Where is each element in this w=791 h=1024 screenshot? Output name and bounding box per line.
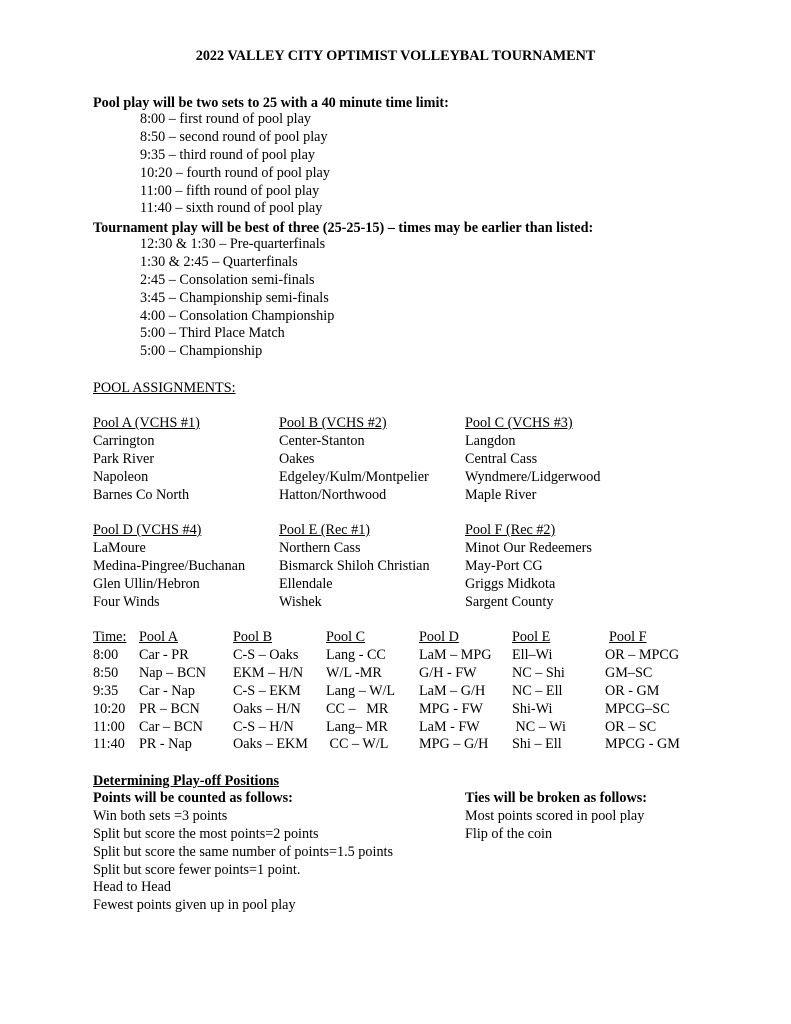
- pool-f: [465, 522, 592, 611]
- schedule-match-cell: Car – BCN: [139, 718, 203, 735]
- pool-play-round: 11:00 – fifth round of pool play: [140, 182, 320, 199]
- points-rule: Split but score the most points=2 points: [93, 825, 319, 842]
- schedule-header-pool-f: Pool F: [609, 629, 647, 645]
- pool-name: Pool D (VCHS #4): [93, 522, 202, 538]
- pool-team: Griggs Midkota: [465, 575, 556, 592]
- points-rule: Split but score the same number of points=1.5 points: [93, 843, 393, 860]
- schedule-match-cell: C-S – Oaks: [233, 646, 299, 663]
- schedule-match-cell: Car - PR: [139, 646, 189, 663]
- pool-name: Pool B (VCHS #2): [279, 415, 387, 431]
- tournament-play-heading: Tournament play will be best of three (25-25-15) – times may be earlier than listed:: [93, 220, 594, 236]
- playoff-heading: Determining Play-off Positions: [93, 773, 279, 789]
- schedule-match-cell: LaM – G/H: [419, 682, 486, 699]
- points-rule: Fewest points given up in pool play: [93, 897, 296, 914]
- points-heading: Points will be counted as follows:: [93, 790, 293, 806]
- pool-team: Carrington: [93, 432, 155, 449]
- schedule-match-cell: LaM - FW: [419, 718, 480, 735]
- schedule-match-cell: MPG - FW: [419, 700, 483, 717]
- pool-team: May-Port CG: [465, 557, 543, 574]
- pool-team: LaMoure: [93, 539, 146, 556]
- pool-team: Minot Our Redeemers: [465, 539, 592, 556]
- pool-play-round: 10:20 – fourth round of pool play: [140, 164, 330, 181]
- schedule-time-cell: 8:50: [93, 664, 119, 681]
- schedule-match-cell: Shi – Ell: [512, 736, 562, 753]
- pool-play-rounds: [140, 111, 330, 218]
- pool-team: Langdon: [465, 432, 516, 449]
- schedule-header-pool-b: Pool B: [233, 629, 273, 645]
- schedule-match-cell: GM–SC: [605, 664, 653, 681]
- schedule-time-cell: 9:35: [93, 682, 119, 699]
- tournament-round: 2:45 – Consolation semi-finals: [140, 271, 315, 288]
- schedule-match-cell: Oaks – H/N: [233, 700, 301, 717]
- tournament-round: 1:30 & 2:45 – Quarterfinals: [140, 253, 298, 270]
- schedule-time-cell: 11:40: [93, 736, 125, 753]
- schedule-match-cell: CC – MR: [326, 700, 389, 717]
- schedule-match-cell: PR – BCN: [139, 700, 200, 717]
- schedule-match-cell: Car - Nap: [139, 682, 195, 699]
- tournament-round: 12:30 & 1:30 – Pre-quarterfinals: [140, 236, 326, 252]
- pool-team: Wyndmere/Lidgerwood: [465, 468, 601, 485]
- tournament-round: 5:00 – Third Place Match: [140, 325, 285, 342]
- schedule-header-time: Time:: [93, 629, 127, 645]
- points-rule: Head to Head: [93, 879, 171, 896]
- tournament-round: 4:00 – Consolation Championship: [140, 307, 335, 324]
- pool-team: Central Cass: [465, 450, 538, 467]
- points-rule: Split but score fewer points=1 point.: [93, 861, 301, 878]
- pool-team: Maple River: [465, 486, 537, 503]
- schedule-match-cell: MPCG - GM: [605, 736, 680, 753]
- schedule-match-cell: NC – Shi: [512, 664, 565, 681]
- pool-team: Wishek: [279, 593, 322, 610]
- pool-team: Bismarck Shiloh Christian: [279, 557, 430, 574]
- pool-team: Park River: [93, 450, 155, 467]
- pool-b: [279, 415, 429, 504]
- pool-play-round: 8:00 – first round of pool play: [140, 111, 312, 127]
- schedule-match-cell: G/H - FW: [419, 664, 477, 681]
- tie-rule: Flip of the coin: [465, 825, 553, 842]
- schedule-match-cell: Nap – BCN: [139, 664, 206, 681]
- schedule-time-cell: 8:00: [93, 646, 119, 663]
- schedule-header-pool-a: Pool A: [139, 629, 179, 645]
- schedule-header-pool-c: Pool C: [326, 629, 366, 645]
- tournament-play-rounds: [140, 236, 334, 361]
- schedule-match-cell: Lang– MR: [326, 718, 388, 735]
- points-rule: Win both sets =3 points: [93, 807, 228, 824]
- schedule-time-cell: 11:00: [93, 718, 125, 735]
- pool-team: Hatton/Northwood: [279, 486, 387, 503]
- pool-team: Oakes: [279, 450, 315, 467]
- schedule-match-cell: NC – Wi: [512, 718, 566, 735]
- pool-team: Ellendale: [279, 575, 333, 592]
- pool-c: [465, 415, 600, 504]
- schedule-match-cell: OR – SC: [605, 718, 657, 735]
- schedule-match-cell: Lang – W/L: [326, 682, 396, 699]
- tournament-round: 5:00 – Championship: [140, 343, 263, 360]
- pool-play-round: 9:35 – third round of pool play: [140, 146, 315, 163]
- pool-team: Glen Ullin/Hebron: [93, 575, 200, 592]
- schedule-match-cell: Ell–Wi: [512, 646, 553, 663]
- schedule-match-cell: Shi-Wi: [512, 700, 553, 717]
- pool-name: Pool C (VCHS #3): [465, 415, 573, 431]
- schedule-match-cell: C-S – H/N: [233, 718, 294, 735]
- points-section: [93, 790, 393, 915]
- schedule-time-cell: 10:20: [93, 700, 126, 717]
- schedule-match-cell: NC – Ell: [512, 682, 563, 699]
- pool-play-heading: Pool play will be two sets to 25 with a 40 minute time limit:: [93, 95, 449, 111]
- ties-section: [465, 790, 647, 844]
- schedule-match-cell: MPG – G/H: [419, 736, 489, 753]
- page-title: 2022 VALLEY CITY OPTIMIST VOLLEYBAL TOURNAMENT: [195, 48, 596, 64]
- pool-name: Pool E (Rec #1): [279, 522, 371, 538]
- tournament-round: 3:45 – Championship semi-finals: [140, 289, 329, 306]
- schedule-match-cell: Lang - CC: [326, 646, 386, 663]
- schedule-match-cell: C-S – EKM: [233, 682, 301, 699]
- ties-heading: Ties will be broken as follows:: [465, 790, 647, 806]
- pool-d: [93, 522, 245, 611]
- schedule-match-cell: OR – MPCG: [605, 646, 680, 663]
- pool-team: Four Winds: [93, 593, 160, 610]
- schedule-match-cell: W/L -MR: [326, 664, 382, 681]
- schedule-match-cell: MPCG–SC: [605, 700, 670, 717]
- pool-team: Center-Stanton: [279, 432, 365, 449]
- pool-team: Sargent County: [465, 593, 554, 610]
- schedule-match-cell: OR - GM: [605, 682, 660, 699]
- schedule-match-cell: PR - Nap: [139, 736, 192, 753]
- pool-team: Northern Cass: [279, 539, 361, 556]
- schedule-match-cell: CC – W/L: [326, 736, 389, 753]
- pool-name: Pool A (VCHS #1): [93, 415, 200, 431]
- pool-a: [93, 415, 200, 504]
- pool-e: [279, 522, 430, 611]
- schedule-match-cell: EKM – H/N: [233, 664, 304, 681]
- schedule-match-cell: Oaks – EKM: [233, 736, 308, 753]
- pool-team: Edgeley/Kulm/Montpelier: [279, 468, 429, 485]
- tie-rule: Most points scored in pool play: [465, 807, 645, 824]
- pool-team: Medina-Pingree/Buchanan: [93, 557, 246, 574]
- pool-play-round: 8:50 – second round of pool play: [140, 128, 328, 145]
- schedule-match-cell: LaM – MPG: [419, 646, 492, 663]
- schedule-header-pool-e: Pool E: [512, 629, 551, 645]
- pool-assignments-heading: POOL ASSIGNMENTS:: [93, 380, 236, 396]
- pool-team: Napoleon: [93, 468, 149, 485]
- pool-play-round: 11:40 – sixth round of pool play: [140, 200, 323, 217]
- pool-team: Barnes Co North: [93, 486, 190, 503]
- schedule-header-pool-d: Pool D: [419, 629, 459, 645]
- pool-name: Pool F (Rec #2): [465, 522, 556, 538]
